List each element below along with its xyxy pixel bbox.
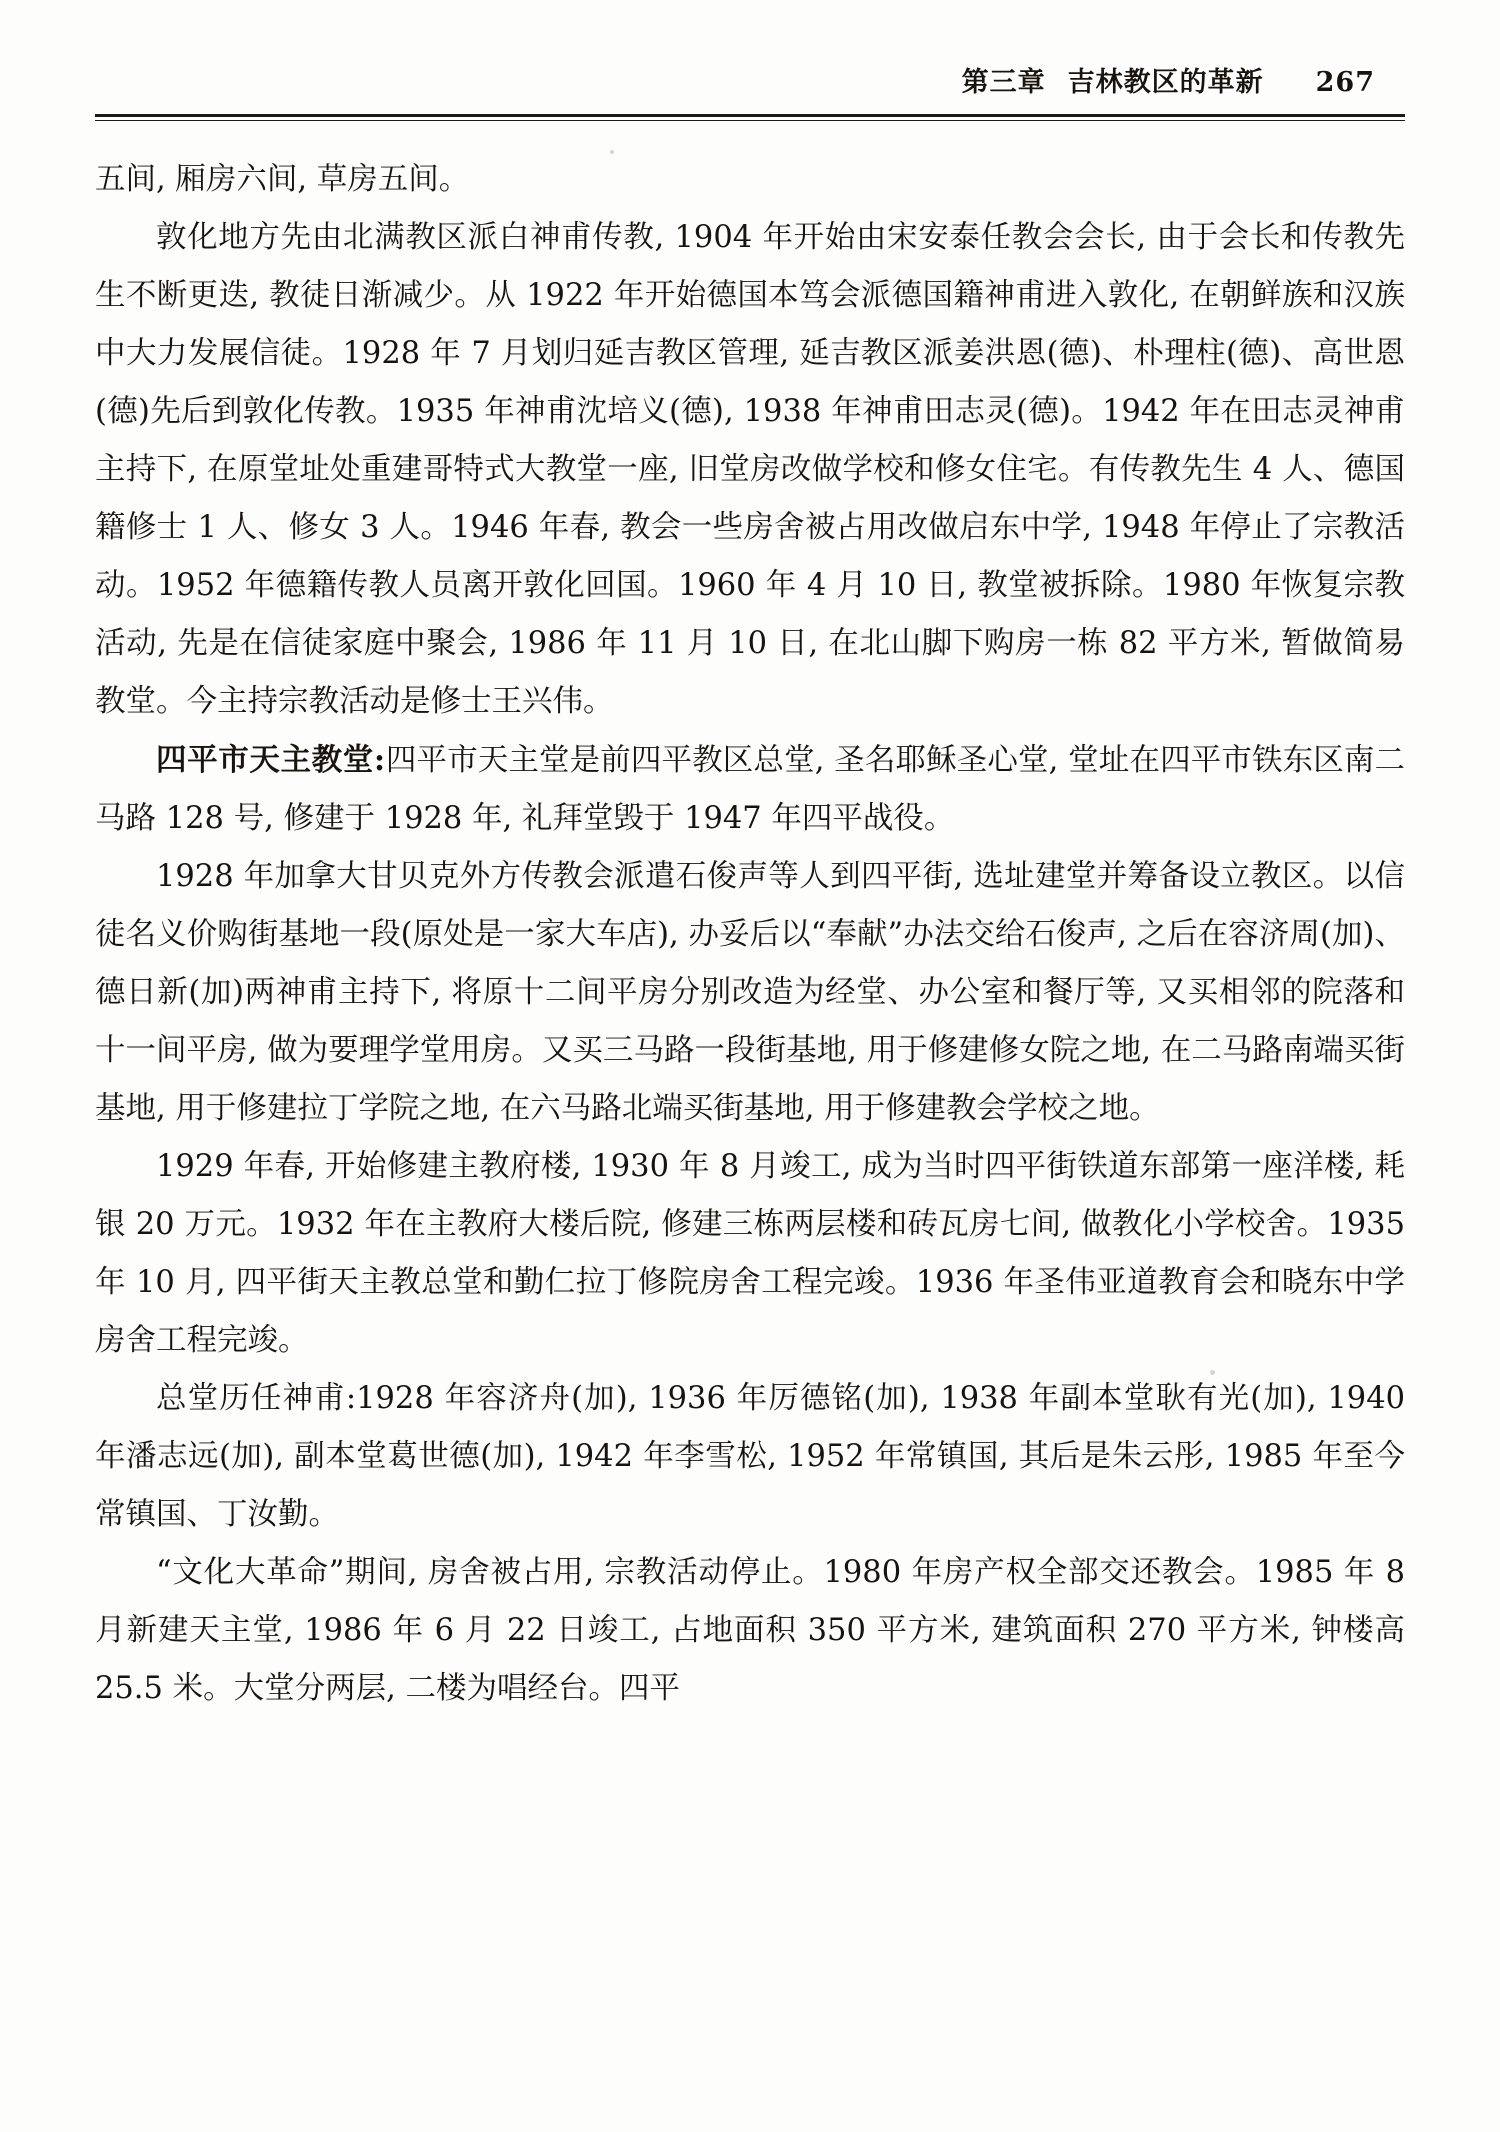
paragraph-4 bbox=[95, 1138, 1405, 1370]
header-chapter-number: 第三章 bbox=[961, 67, 1046, 98]
paragraph-text: 1929 年春, 开始修建主教府楼, 1930 年 8 月竣工, 成为当时四平街铁道东部第一座洋楼, 耗银 20 万元。1932 年在主教府大楼后院, 修建三栋两层楼和砖瓦房七间, 做教化小学校舍。1935 年 10 月, 四平街天主教总堂和勤仁拉丁修院房舍工程完竣。1936 年圣伟亚道教育会和晓东中学房舍工程完竣。 bbox=[95, 1149, 1405, 1358]
paragraph-text: 总堂历任神甫:1928 年容济舟(加), 1936 年厉德铭(加), 1938 年副本堂耿有光(加), 1940 年潘志远(加), 副本堂葛世德(加), 1942 年李雪松, 1952 年常镇国, 其后是朱云彤, 1985 年至今常镇国、丁汝勤。 bbox=[95, 1381, 1405, 1532]
scan-speck bbox=[610, 150, 614, 154]
header-chapter-title: 吉林教区的革新 bbox=[1067, 67, 1264, 98]
paragraph-1 bbox=[95, 209, 1405, 731]
paragraph-3 bbox=[95, 848, 1405, 1138]
paragraph-2 bbox=[95, 731, 1405, 848]
paragraph-6 bbox=[95, 1544, 1405, 1718]
paragraph-text: 1928 年加拿大甘贝克外方传教会派遣石俊声等人到四平街, 选址建堂并筹备设立教区。以信徒名义价购街基地一段(原处是一家大车店), 办妥后以“奉献”办法交给石俊声, 之后在容济周(加)、德日新(加)两神甫主持下, 将原十二间平房分别改造为经堂、办公室和餐厅等, 又买相邻的院落和十一间平房, 做为要理学堂用房。又买三马路一段街基地, 用于修建修女院之地, 在二马路南端买街基地, 用于修建拉丁学院之地, 在六马路北端买街基地, 用于修建教会学校之地。 bbox=[95, 859, 1405, 1126]
paragraph-text: 四平市天主堂是前四平教区总堂, 圣名耶稣圣心堂, 堂址在四平市铁东区南二马路 128 号, 修建于 1928 年, 礼拜堂毁于 1947 年四平战役。 bbox=[95, 743, 1406, 836]
scan-speck bbox=[1210, 1370, 1215, 1375]
paragraph-text: “文化大革命”期间, 房舍被占用, 宗教活动停止。1980 年房产权全部交还教会。1985 年 8 月新建天主堂, 1986 年 6 月 22 日竣工, 占地面积 350 平方米, 建筑面积 270 平方米, 钟楼高 25.5 米。大堂分两层, 二楼为唱经台。四平 bbox=[95, 1555, 1405, 1706]
paragraph-text: 五间, 厢房六间, 草房五间。 bbox=[95, 162, 470, 197]
paragraph-lead-label: 四平市天主教堂: bbox=[156, 742, 386, 778]
body-text bbox=[95, 151, 1405, 1718]
header-rule-thin bbox=[95, 120, 1405, 121]
page-number: 267 bbox=[1315, 67, 1375, 98]
paragraph-0 bbox=[95, 151, 1405, 209]
page-header bbox=[95, 60, 1405, 104]
header-rule-thick bbox=[95, 114, 1405, 117]
paragraph-text: 敦化地方先由北满教区派白神甫传教, 1904 年开始由宋安泰任教会会长, 由于会长和传教先生不断更迭, 教徒日渐减少。从 1922 年开始德国本笃会派德国籍神甫进入敦化, 在朝鲜族和汉族中大力发展信徒。1928 年 7 月划归延吉教区管理, 延吉教区派姜洪恩(德)、朴理柱(德)、高世恩(德)先后到敦化传教。1935 年神甫沈培义(德), 1938 年神甫田志灵(德)。1942 年在田志灵神甫主持下, 在原堂址处重建哥特式大教堂一座, 旧堂房改做学校和修女住宅。有传教先生 4 人、德国籍修士 1 人、修女 3 人。1946 年春, 教会一些房舍被占用改做启东中学, 1948 年停止了宗教活动。1952 年德籍传教人员离开敦化回国。1960 年 4 月 10 日, 教堂被拆除。1980 年恢复宗教活动, 先是在信徒家庭中聚会, 1986 年 11 月 10 日, 在北山脚下购房一栋 82 平方米, 暂做简易教堂。今主持宗教活动是修士王兴伟。 bbox=[95, 220, 1405, 719]
paragraph-5 bbox=[95, 1370, 1405, 1544]
page-content bbox=[95, 60, 1405, 1718]
